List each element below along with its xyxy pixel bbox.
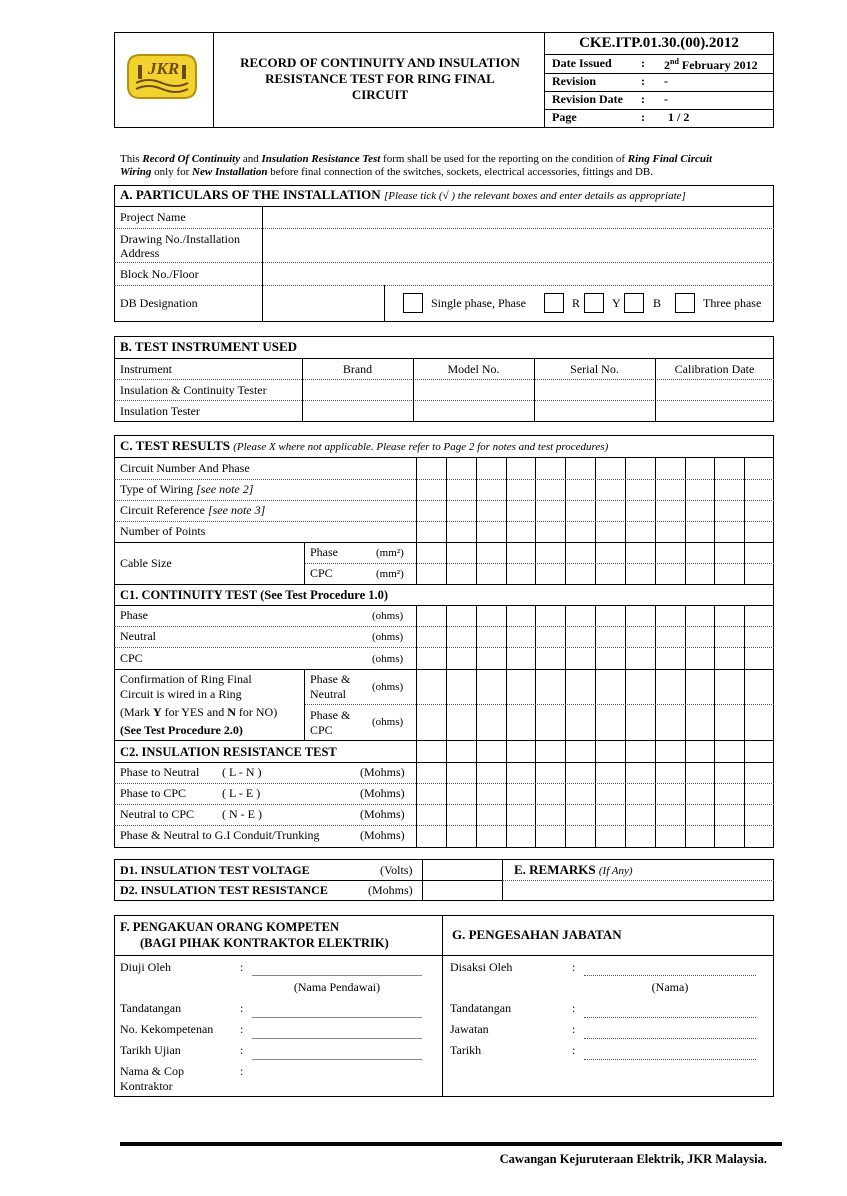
row-line	[114, 542, 774, 543]
unit-ohms: (ohms)	[372, 681, 404, 693]
intro-line-2: Wiring only for New Installation before final connection of the switches, sockets, electrical accessories, fittings and DB.	[120, 166, 654, 178]
phase-y-checkbox[interactable]	[584, 293, 604, 313]
row-dotted	[114, 262, 774, 263]
meta-label-page: Page	[552, 110, 577, 124]
header-brand: Brand	[342, 362, 373, 376]
label-single-phase: Single phase, Phase	[431, 296, 526, 310]
colon: :	[240, 1001, 244, 1015]
row-dotted	[114, 647, 774, 648]
row-line	[114, 669, 774, 670]
d2-unit: (Mohms)	[368, 883, 413, 897]
project-name-field[interactable]	[264, 208, 772, 227]
tandatangan-line[interactable]	[252, 1017, 422, 1018]
remarks-field[interactable]	[504, 882, 772, 900]
row-dotted	[114, 400, 774, 401]
c2-label: Neutral to CPC	[120, 807, 194, 821]
row-line	[114, 955, 774, 956]
label-phase-b: B	[653, 296, 662, 310]
row-dotted	[114, 285, 774, 286]
f-label-no-kek: No. Kekompetenan	[120, 1022, 214, 1036]
label-phase-neutral-1: Phase &	[310, 672, 351, 686]
meta-label-date: Date Issued	[552, 56, 612, 70]
f-nama-pendawai: (Nama Pendawai)	[293, 980, 381, 994]
header-instrument: Instrument	[120, 362, 172, 376]
grid-column-line	[506, 605, 507, 848]
c1-title: C1. CONTINUITY TEST (See Test Procedure 1.0)	[120, 588, 389, 602]
grid-column-line	[476, 605, 477, 848]
c2-unit: (Mohms)	[360, 828, 405, 842]
grid-column-line	[714, 605, 715, 848]
row-line	[114, 206, 774, 207]
label-drawing-no: Drawing No./Installation	[120, 232, 240, 246]
c2-code: ( L - N )	[222, 765, 262, 779]
g-label-disaksi: Disaksi Oleh	[450, 960, 513, 974]
meta-sep: :	[641, 56, 645, 70]
block-floor-field[interactable]	[264, 264, 772, 284]
label-block-floor: Block No./Floor	[120, 267, 199, 281]
header-model-no: Model No.	[447, 362, 500, 376]
unit-ohms: (ohms)	[372, 631, 404, 643]
f-label-tarikh-ujian: Tarikh Ujian	[120, 1043, 181, 1057]
header-title-line-1: RECORD OF CONTINUITY AND INSULATION	[240, 55, 520, 70]
colon: :	[572, 1022, 576, 1036]
header-title-line-3: CIRCUIT	[351, 87, 409, 102]
c1-label-neutral: Neutral	[120, 629, 156, 643]
c2-label: Phase to CPC	[120, 786, 187, 800]
grid-column-line	[446, 605, 447, 848]
meta-sep: :	[641, 92, 645, 106]
colon: :	[572, 960, 576, 974]
intro-line-1: This Record Of Continuity and Insulation Resistance Test form shall be used for the reporting on the condition of Ring Final Circuit	[120, 153, 713, 165]
c2-code: ( N - E )	[222, 807, 262, 821]
c2-unit: (Mohms)	[360, 807, 405, 821]
grid-column-line	[655, 605, 656, 848]
label-three-phase: Three phase	[703, 296, 762, 310]
confirm-see-proc: (See Test Procedure 2.0)	[120, 723, 243, 737]
footer-rule	[120, 1142, 782, 1146]
c1-label-phase: Phase	[120, 608, 148, 622]
row-dotted	[114, 379, 774, 380]
f-title-1: F. PENGAKUAN ORANG KOMPETEN	[120, 920, 339, 934]
row-dotted	[502, 880, 774, 881]
test-voltage-field[interactable]	[424, 861, 500, 879]
meta-value-date: 2nd February 2012	[664, 57, 758, 72]
unit-mm2: (mm²)	[376, 568, 404, 580]
single-phase-checkbox[interactable]	[403, 293, 423, 313]
logo-text: JKR	[148, 59, 180, 78]
g-title: G. PENGESAHAN JABATAN	[452, 927, 622, 942]
section-a-title: A. PARTICULARS OF THE INSTALLATION [Please tick (√ ) the relevant boxes and enter details as appropriate]	[120, 187, 686, 202]
header-serial-no: Serial No.	[570, 362, 619, 376]
label-phase-neutral-2: Neutral	[310, 687, 346, 701]
confirm-line-1: Confirmation of Ring Final	[120, 672, 252, 686]
colon: :	[240, 1022, 244, 1036]
row-line	[114, 762, 774, 763]
row-dotted	[114, 825, 774, 826]
f-label-nama-cop-2: Kontraktor	[120, 1079, 173, 1093]
row-dotted	[114, 500, 774, 501]
f-label-nama-cop-1: Nama & Cop	[120, 1064, 184, 1078]
f-label-tandatangan: Tandatangan	[120, 1001, 182, 1015]
jkr-logo	[126, 53, 198, 100]
row-dotted	[114, 804, 774, 805]
d1-unit: (Volts)	[380, 863, 413, 877]
meta-value-page: 1 / 2	[668, 110, 690, 124]
row-line	[114, 880, 502, 881]
label-cable-phase: Phase	[310, 545, 338, 559]
g-label-tarikh: Tarikh	[450, 1043, 482, 1057]
c2-unit: (Mohms)	[360, 786, 405, 800]
label-number-of-points: Number of Points	[120, 524, 206, 538]
d1-label: D1. INSULATION TEST VOLTAGE	[120, 863, 310, 877]
row-dotted	[304, 704, 774, 705]
disaksi-line[interactable]	[584, 975, 756, 976]
f-title-2: (BAGI PIHAK KONTRAKTOR ELEKTRIK)	[140, 936, 389, 950]
doc-code: CKE.ITP.01.30.(00).2012	[579, 35, 739, 51]
instrument-row-label: Insulation & Continuity Tester	[120, 383, 267, 397]
g-tarikh-line[interactable]	[584, 1059, 756, 1060]
g-tandatangan-line[interactable]	[584, 1017, 756, 1018]
footer-text: Cawangan Kejuruteraan Elektrik, JKR Malaysia.	[499, 1152, 767, 1166]
c2-unit: (Mohms)	[360, 765, 405, 779]
unit-mm2: (mm²)	[376, 547, 404, 559]
meta-value-revision: -	[664, 74, 668, 88]
meta-value-revision-date: -	[664, 92, 668, 106]
meta-sep: :	[641, 110, 645, 124]
row-line	[114, 605, 774, 606]
row-dotted	[304, 563, 774, 564]
test-resistance-field[interactable]	[424, 882, 500, 900]
colon: :	[240, 1064, 244, 1078]
col-line	[422, 859, 423, 901]
f-label-diuji: Diuji Oleh	[120, 960, 171, 974]
diuji-line[interactable]	[252, 975, 422, 976]
row-dotted	[114, 479, 774, 480]
three-phase-checkbox[interactable]	[675, 293, 695, 313]
meta-divider	[544, 54, 774, 55]
meta-divider	[544, 109, 774, 110]
row-line	[114, 457, 774, 458]
remarks-label: E. REMARKS (If Any)	[514, 862, 633, 877]
unit-ohms: (ohms)	[372, 653, 404, 665]
label-db-designation: DB Designation	[120, 296, 198, 310]
label-phase-y: Y	[612, 296, 621, 310]
row-line	[114, 584, 774, 585]
unit-ohms: (ohms)	[372, 610, 404, 622]
col-line	[262, 206, 263, 322]
colon: :	[240, 960, 244, 974]
label-phase-cpc-2: CPC	[310, 723, 333, 737]
c2-label: Phase to Neutral	[120, 765, 200, 779]
g-label-tandatangan: Tandatangan	[450, 1001, 512, 1015]
row-dotted	[114, 228, 774, 229]
tarikh-ujian-line[interactable]	[252, 1059, 422, 1060]
col-line	[384, 285, 385, 322]
row-dotted	[114, 626, 774, 627]
drawing-no-field[interactable]	[264, 230, 772, 261]
section-c-title: C. TEST RESULTS (Please X where not applicable. Please refer to Page 2 for notes and test procedures)	[120, 438, 609, 453]
colon: :	[240, 1043, 244, 1057]
row-line	[114, 358, 774, 359]
label-address: Address	[120, 246, 160, 260]
c2-code: ( L - E )	[222, 786, 261, 800]
g-label-jawatan: Jawatan	[450, 1022, 489, 1036]
label-phase-cpc-1: Phase &	[310, 708, 351, 722]
colon: :	[572, 1001, 576, 1015]
grid-column-line	[416, 605, 417, 848]
meta-label-revision-date: Revision Date	[552, 92, 623, 106]
grid-column-line	[625, 605, 626, 848]
row-dotted	[114, 521, 774, 522]
label-phase-r: R	[572, 296, 581, 310]
c2-title: C2. INSULATION RESISTANCE TEST	[120, 745, 337, 759]
confirm-line-2: Circuit is wired in a Ring	[120, 687, 242, 701]
confirm-mark: (Mark Y for YES and N for NO)	[120, 705, 278, 719]
label-circuit-reference: Circuit Reference [see note 3]	[120, 503, 266, 517]
grid-column-line	[595, 605, 596, 848]
no-kek-line[interactable]	[252, 1038, 422, 1039]
grid-column-line	[535, 605, 536, 848]
unit-ohms: (ohms)	[372, 716, 404, 728]
section-b-title: B. TEST INSTRUMENT USED	[120, 339, 298, 354]
label-cable-cpc: CPC	[310, 566, 333, 580]
grid-column-line	[685, 605, 686, 848]
row-dotted	[114, 783, 774, 784]
db-designation-field[interactable]	[264, 287, 382, 320]
meta-label-revision: Revision	[552, 74, 597, 88]
grid-column-line	[744, 605, 745, 848]
col-line	[304, 542, 305, 584]
header-calibration-date: Calibration Date	[674, 362, 755, 376]
g-nama: (Nama)	[651, 980, 689, 994]
colon: :	[572, 1043, 576, 1057]
d2-label: D2. INSULATION TEST RESISTANCE	[120, 883, 328, 897]
instrument-row-label: Insulation Tester	[120, 404, 200, 418]
label-project-name: Project Name	[120, 210, 186, 224]
header-divider	[213, 32, 214, 128]
label-type-of-wiring: Type of Wiring [see note 2]	[120, 482, 254, 496]
c2-label: Phase & Neutral to G.I Conduit/Trunking	[120, 828, 320, 842]
phase-r-checkbox[interactable]	[544, 293, 564, 313]
grid-column-line	[565, 605, 566, 848]
meta-sep: :	[641, 74, 645, 88]
label-cable-size: Cable Size	[120, 556, 172, 570]
c1-label-cpc: CPC	[120, 651, 143, 665]
col-line	[304, 669, 305, 740]
phase-b-checkbox[interactable]	[624, 293, 644, 313]
row-line	[114, 740, 774, 741]
section-c	[114, 435, 774, 848]
header-title-line-2: RESISTANCE TEST FOR RING FINAL	[265, 71, 495, 86]
col-line	[442, 915, 443, 1097]
jawatan-line[interactable]	[584, 1038, 756, 1039]
label-circuit-number: Circuit Number And Phase	[120, 461, 250, 475]
